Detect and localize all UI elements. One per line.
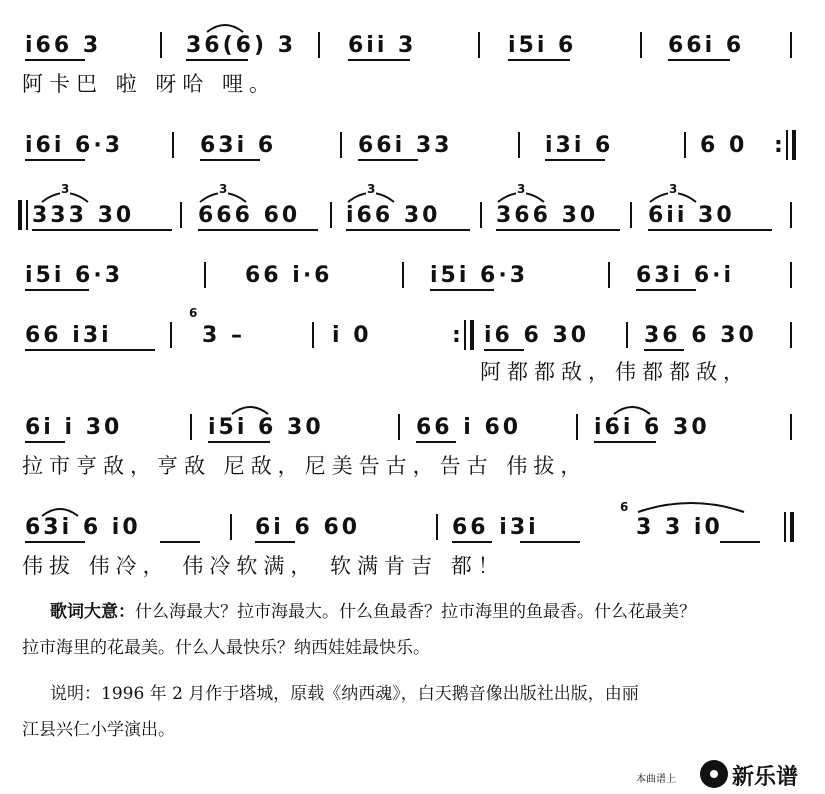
bar-line [608,262,610,288]
measure: 63i 6·i [636,263,735,288]
triplet-mark: 3 [61,182,70,196]
underline [25,289,89,291]
bar-line [402,262,404,288]
explanation-line: 说明：1996 年 2 月作于塔城，原载《纳西魂》，白天鹅音像出版社出版，由丽 [50,684,639,704]
underline [720,541,760,543]
bar-line [790,32,792,58]
underline [594,441,656,443]
bar-line [190,414,192,440]
bar-line [340,132,342,158]
underline [484,349,524,351]
measure: 6ii 3 [348,33,417,58]
underline [198,229,318,231]
explanation-line: 江县兴仁小学演出。 [22,720,175,740]
measure: i5i 6·3 [430,263,529,288]
watermark-note: 本曲谱上 [636,774,676,785]
underline [430,289,494,291]
underline [160,541,200,543]
start-repeat-thin [26,200,28,230]
underline [496,229,620,231]
vinyl-record-icon [700,760,728,788]
underline [416,441,456,443]
bar-line [518,132,520,158]
measure: i6i 6 30 [594,415,710,440]
underline [25,59,85,61]
end-repeat-thick [470,320,474,350]
measure: i6i 6·3 [25,133,124,158]
underline [186,59,248,61]
slur [612,404,652,416]
site-logo-text: 新乐谱 [732,765,799,790]
grace-note: 6 [189,306,198,320]
grace-note: 6 [620,500,629,514]
bar-line [398,414,400,440]
underline [208,441,270,443]
measure: 66 i3i [25,323,112,348]
measure: i5i 6·3 [25,263,124,288]
measure: 366 30 [496,203,599,228]
bar-line [790,322,792,348]
slur [205,22,245,34]
measure: 6 0 [700,133,748,158]
slur [40,506,80,518]
underline [25,441,65,443]
measure: 66 i3i [452,515,539,540]
bar-line [230,514,232,540]
measure: i3i 6 [545,133,614,158]
lyric-meaning [50,600,696,624]
bar-line [684,132,686,158]
bar-line [312,322,314,348]
bar-line [478,32,480,58]
repeat-dots: : [452,323,464,348]
underline [668,59,730,61]
measure: 6ii 30 [648,203,735,228]
lyric-meaning-cont: 拉市海里的花最美。什么人最快乐？纳西娃娃最快乐。 [22,638,430,658]
measure: i6 6 30 [484,323,590,348]
lyric-meaning-label: 歌词大意： [50,602,135,622]
triplet-mark: 3 [219,182,228,196]
measure: i5i 6 30 [208,415,324,440]
bar-line [170,322,172,348]
bar-line [160,32,162,58]
underline [348,59,410,61]
bar-line [790,414,792,440]
measure: 66i 33 [358,133,453,158]
triplet-mark: 3 [669,182,678,196]
underline [25,159,85,161]
underline [644,349,684,351]
triplet-mark: 3 [367,182,376,196]
measure: 66i 6 [668,33,745,58]
underline [200,159,260,161]
underline [255,541,295,543]
bar-line [790,202,792,228]
bar-line [318,32,320,58]
underline [636,289,696,291]
end-bar-thick [792,130,796,160]
underline [25,349,155,351]
bar-line [436,514,438,540]
underline [358,159,418,161]
measure: 3 – [202,323,245,348]
underline [346,229,470,231]
triplet-mark: 3 [517,182,526,196]
bar-line [630,202,632,228]
measure: 66 i·6 [245,263,333,288]
bar-line [330,202,332,228]
underline [508,59,570,61]
lyric-line: 伟拔 伟冷， 伟冷软满， 软满肯吉 都！ [22,554,505,578]
bar-line [180,202,182,228]
end-bar-thin [786,130,788,160]
lyric-meaning-line: 什么海最大？拉市海最大。什么鱼最香？拉市海里的鱼最香。什么花最美？ [135,602,696,622]
slur [230,404,270,416]
measure: 36 6 30 [644,323,757,348]
lyric-line: 阿卡巴 啦 呀哈 哩。 [22,72,277,96]
measure: i 0 [332,323,372,348]
repeat-dots: : [774,133,786,158]
measure: i5i 6 [508,33,577,58]
underline [520,541,580,543]
underline [648,229,772,231]
underline [32,229,172,231]
measure: 6i 6 60 [255,515,361,540]
underline [452,541,492,543]
end-bar-thick [790,512,794,542]
measure: 66 i 60 [416,415,522,440]
end-bar-thin [784,512,786,542]
measure: 333 30 [32,203,135,228]
lyric-line: 拉市亨敌，亨敌 尼敌，尼美告古，告古 伟拔， [22,454,588,478]
measure: i66 3 [25,33,102,58]
bar-line [204,262,206,288]
bar-line [576,414,578,440]
bar-line [626,322,628,348]
bar-line [790,262,792,288]
measure: 36(6) 3 [186,33,296,58]
lyric-line: 阿都都敌，伟都都敌， [480,360,750,384]
measure: 666 60 [198,203,301,228]
bar-line [640,32,642,58]
measure: i66 30 [346,203,441,228]
start-repeat-thick [18,200,22,230]
end-repeat-thin [464,320,466,350]
underline [545,159,605,161]
measure: 6i i 30 [25,415,123,440]
bar-line [172,132,174,158]
measure: 3 3 i0 [636,515,723,540]
measure: 63i 6 [200,133,277,158]
tie [636,500,746,514]
underline [25,541,85,543]
bar-line [480,202,482,228]
measure: 63i 6 i0 [25,515,141,540]
